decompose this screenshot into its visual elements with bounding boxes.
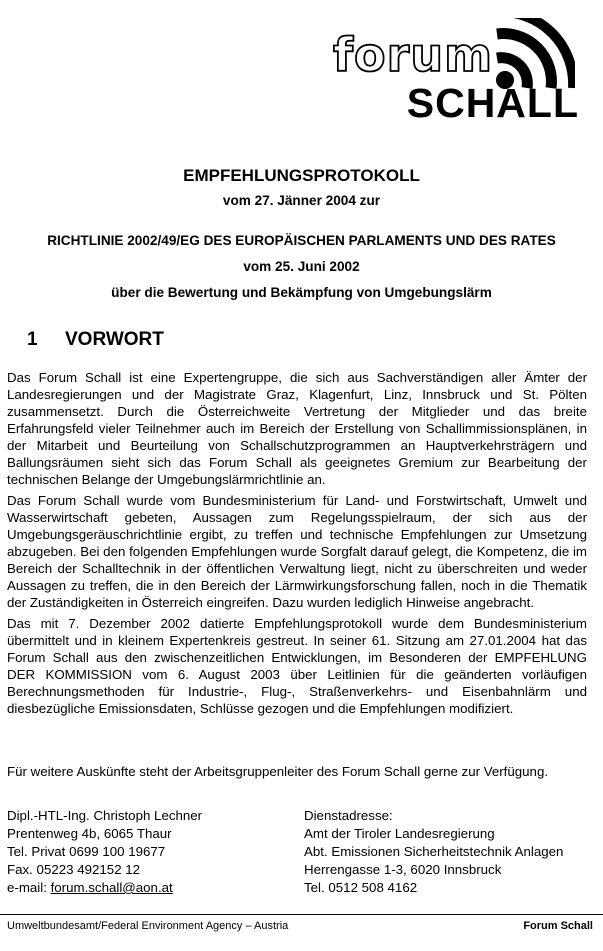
contact-office: [304, 807, 563, 897]
directive-date: vom 25. Juni 2002: [243, 259, 360, 274]
closing-sentence: Für weitere Auskünfte steht der Arbeitsgruppenleiter des Forum Schall gerne zur Verfügung.: [7, 764, 549, 779]
logo-schall-text: SCHALL: [406, 80, 579, 126]
contact-phone: Tel. Privat 0699 100 19677: [7, 844, 166, 859]
footer-agency: Umweltbundesamt/Federal Environment Agency – Austria: [7, 920, 289, 932]
contact-private: [7, 807, 202, 897]
office-department: Abt. Emissionen Sicherheitstechnik Anlagen: [304, 844, 564, 859]
footer-brand: Forum Schall: [523, 920, 593, 932]
document-title: EMPFEHLUNGSPROTOKOLL: [183, 166, 420, 185]
office-name: Amt der Tiroler Landesregierung: [304, 826, 495, 841]
section-title: VORWORT: [65, 329, 164, 350]
contact-name: Dipl.-HTL-Ing. Christoph Lechner: [7, 808, 203, 823]
document-subtitle: vom 27. Jänner 2004 zur: [222, 193, 381, 208]
email-link[interactable]: forum.schall@aon.at: [50, 880, 173, 895]
office-street: Herrengasse 1-3, 6020 Innsbruck: [304, 862, 502, 877]
section-number: 1: [27, 329, 38, 350]
paragraph: Das Forum Schall wurde vom Bundesministerium für Land- und Forstwirtschaft, Umwelt und Wasserwirtschaft gebeten, Aussagen zum Regelungsspielraum, der sich aus der Umgebungsgeräuschrichtlinie ergibt, zu treffen und technische Empfehlungen zur Umsetzung abzugeben. Bei den folgenden Empfehlungen wurde Sorgfalt darauf gelegt, die Kompetenz, die im Bereich der Schalltechnik in der öffentlichen Verwaltung liegt, nicht zu überschreiten und weder Aussagen zu treffen, die in den Bereich der Lärmwirkungsforschung fallen, noch in die Thematik der Zuständigkeiten in Österreich eingreifen. Dazu wurden lediglich Hinweise angebracht.: [7, 493, 587, 610]
directive-subject: über die Bewertung und Bekämpfung von Umgebungslärm: [111, 285, 492, 300]
contact-email-line: [7, 879, 202, 897]
paragraph: Das Forum Schall ist eine Expertengruppe, die sich aus Sachverständigen aller Ämter der Landesregierungen und der Magistrate Graz, Klagenfurt, Linz, Innsbruck und St. Pölten zusammensetzt. Durch die Österreichweite Vertretung der Mitglieder und das breite Erfahrungsfeld vieler Teilnehmer auch im Bereich der Erstellung von Schallimmissionsplänen, in der Mitarbeit und Beurteilung von Schallschutzprogrammen an Hauptverkehrsträgern und Ballungsräumen sieht sich das Forum Schall als geeignetes Gremium zur Bearbeitung der technischen Belange der Umgebungslärmrichtlinie an.: [7, 370, 587, 487]
footer-divider: [0, 914, 603, 915]
forum-schall-logo: [315, 18, 585, 128]
contact-street: Prentenweg 4b, 6065 Thaur: [7, 826, 172, 841]
paragraph: Das mit 7. Dezember 2002 datierte Empfehlungsprotokoll wurde dem Bundesministerium übermittelt und in kleinem Expertenkreis gestreut. In seiner 61. Sitzung am 27.01.2004 hat das Forum Schall aus den zwischenzeitlichen Entwicklungen, im Besonderen der EMPFEHLUNG DER KOMMISSION vom 6. August 2003 über Leitlinien für die geänderten vorläufigen Berechnungsmethoden für Industrie-, Flug-, Straßenverkehrs- und Eisenbahnlärm und diesbezügliche Emissionsdaten, Schlüsse gezogen und die Empfehlungen modifiziert.: [7, 616, 587, 716]
logo-forum-text: forum: [333, 28, 493, 82]
email-label: e-mail:: [7, 880, 51, 895]
section-heading: [27, 329, 164, 351]
office-phone: Tel. 0512 508 4162: [304, 880, 418, 895]
office-heading: Dienstadresse:: [304, 808, 393, 823]
directive-title: RICHTLINIE 2002/49/EG DES EUROPÄISCHEN PARLAMENTS UND DES RATES: [47, 233, 556, 248]
body-text: [7, 369, 587, 721]
contact-fax: Fax. 05223 492152 12: [7, 862, 141, 877]
